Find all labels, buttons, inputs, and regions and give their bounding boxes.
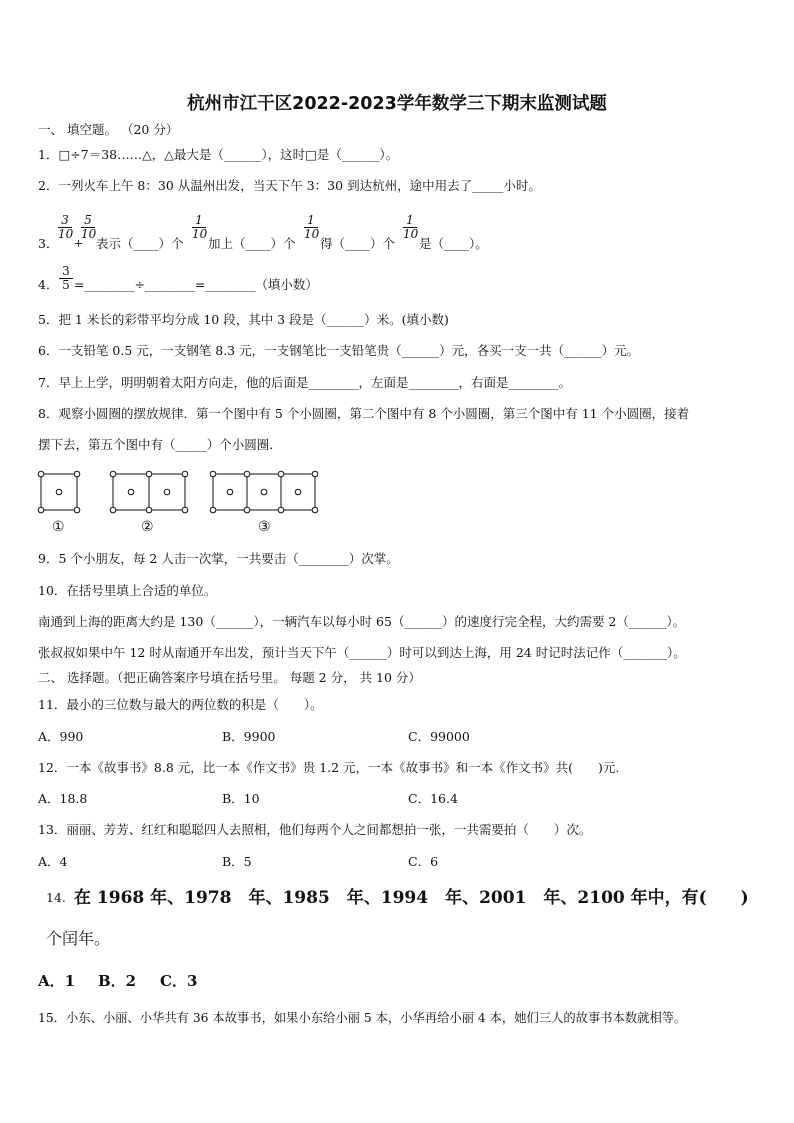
question-4-number: 4． (38, 277, 59, 292)
question-7: 7．早上上学，明明朝着太阳方向走，他的后面是________，左面是________，右面是________。 (38, 375, 571, 390)
q13-option-a: A．4 (38, 854, 68, 869)
fraction-1-10-a: $\frac{1}{10}$ (192, 213, 208, 241)
section-choice-heading: 二、 选择题。（把正确答案序号填在括号里。 每题 2 分， 共 10 分） (38, 670, 421, 685)
section-fill-in-heading: 一、 填空题。 （20 分） (38, 122, 179, 137)
q11-option-c: C．99000 (408, 729, 470, 744)
question-13: 13．丽丽、芳芳、红红和聪聪四人去照相，他们每两个人之间都想拍一张，一共需要拍（ ）次。 (38, 822, 592, 837)
question-8-line-1: 8．观察小圆圈的摆放规律．第一个图中有 5 个小圆圈，第二个图中有 8 个小圆圈，第三个图中有 11 个小圆圈，接着 (38, 406, 690, 421)
question-10: 10．在括号里填上合适的单位。 (38, 583, 217, 598)
fraction-5-10: $\frac{5}{10}$ (81, 213, 97, 241)
question-14-line-1: 在 1968 年、1978 年、1985 年、1994 年、2001 年、2100 年中，有( ) (74, 888, 749, 908)
question-10-line-1: 南通到上海的距离大约是 130（______），一辆汽车以每小时 65（______）的速度行完全程，大约需要 2（______）。 (38, 614, 686, 629)
page-title: 杭州市江干区2022-2023学年数学三下期末监测试题 (187, 94, 607, 114)
question-11: 11．最小的三位数与最大的两位数的积是（ ）。 (38, 697, 323, 712)
fraction-1-10-b: $\frac{1}{10}$ (304, 213, 320, 241)
figure-label-1: ① (52, 519, 65, 535)
question-2: 2．一列火车上午 8：30 从温州出发，当天下午 3：30 到达杭州，途中用去了_____小时。 (38, 178, 541, 193)
q14-option-a: A．1 (38, 972, 76, 990)
figure-label-3: ③ (258, 519, 271, 535)
question-10-line-2: 张叔叔如果中午 12 时从南通开车出发，预计当天下午（______）时可以到达上海，用 24 时记时法记作（_______）。 (38, 645, 686, 660)
fraction-3-5: $\frac{3}{5}$ (59, 265, 73, 292)
question-5: 5．把 1 米长的彩带平均分成 10 段，其中 3 段是（______）米。(填小数) (38, 312, 449, 327)
circle-pattern-figures (30, 466, 330, 538)
q12-option-a: A．18.8 (38, 791, 88, 806)
question-14-number: 14. (46, 890, 66, 905)
question-1: 1．□÷7＝38……△，△最大是（______），这时□是（______）。 (38, 147, 399, 162)
question-14-line-2: 个闰年。 (46, 929, 111, 948)
question-6: 6．一支铅笔 0.5 元，一支钢笔 8.3 元，一支钢笔比一支铅笔贵（______）元，各买一支一共（______）元。 (38, 343, 640, 358)
question-12: 12．一本《故事书》8.8 元，比一本《作文书》贵 1.2 元，一本《故事书》和一本《作文书》共( )元. (38, 760, 620, 775)
q13-option-c: C．6 (408, 854, 439, 869)
fraction-1-10-c: $\frac{1}{10}$ (403, 213, 419, 241)
question-3-number: 3． (38, 236, 59, 251)
question-8-line-2: 摆下去，第五个图中有（_____）个小圆圈． (38, 437, 282, 452)
fraction-3-10: $\frac{3}{10}$ (58, 213, 74, 241)
q11-option-b: B．9900 (222, 729, 276, 744)
q12-option-b: B．10 (222, 791, 260, 806)
q14-option-b: B．2 (98, 972, 137, 990)
question-9: 9．5 个小朋友，每 2 人击一次掌，一共要击（________）次掌。 (38, 551, 399, 566)
q14-option-c: C．3 (160, 972, 198, 990)
q13-option-b: B．5 (222, 854, 252, 869)
q12-option-c: C．16.4 (408, 791, 458, 806)
q11-option-a: A．990 (38, 729, 84, 744)
figure-label-2: ② (141, 519, 154, 535)
question-15: 15．小东、小丽、小华共有 36 本故事书，如果小东给小丽 5 本，小华再给小丽 4 本，她们三人的故事书本数就相等。 (38, 1011, 687, 1025)
